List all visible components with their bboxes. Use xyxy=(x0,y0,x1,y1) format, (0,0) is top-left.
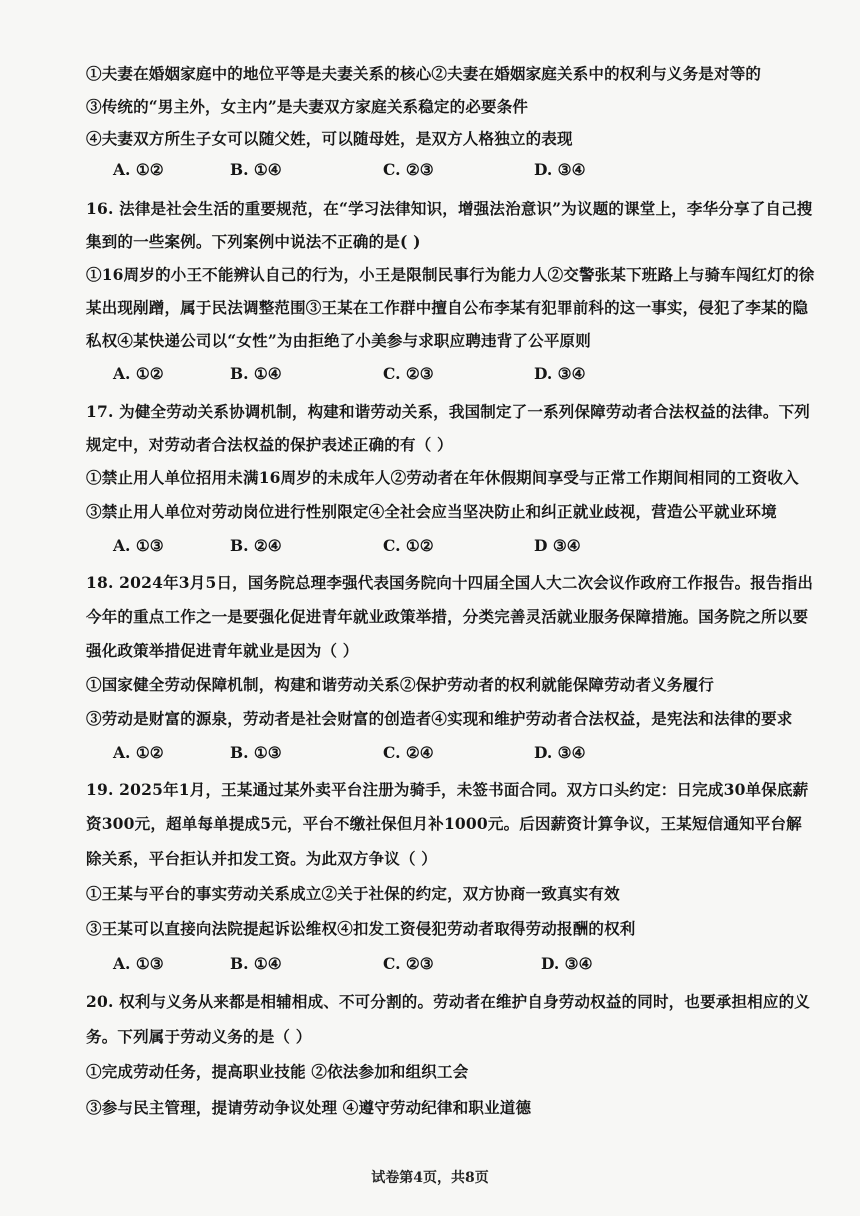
q15-option-c[interactable]: C. ②③ xyxy=(383,160,434,179)
q20-items-2: ③参与民主管理，提请劳动争议处理 ④遵守劳动纪律和职业道德 xyxy=(86,1098,532,1117)
q16-items-3: 私权④某快递公司以“女性”为由拒绝了小美参与求职应聘违背了公平原则 xyxy=(86,331,591,350)
q17-items-1: ①禁止用人单位招用未满16周岁的未成年人②劳动者在年休假期间享受与正常工作期间相同的工资收入 xyxy=(86,468,799,487)
q17-option-c[interactable]: C. ①② xyxy=(383,536,434,555)
q19-option-b[interactable]: B. ①④ xyxy=(230,954,282,973)
q15-item-4: ④夫妻双方所生子女可以随父姓，可以随母姓，是双方人格独立的表现 xyxy=(86,129,573,148)
q17-stem-2: 规定中，对劳动者合法权益的保护表述正确的有（ ） xyxy=(86,435,453,454)
q16-items-2: 某出现剐蹭，属于民法调整范围③王某在工作群中擅自公布李某有犯罪前科的这一事实，侵犯了李某的隐 xyxy=(86,298,809,317)
q19-items-1: ①王某与平台的事实劳动关系成立②关于社保的约定，双方协商一致真实有效 xyxy=(86,884,620,903)
q17-option-b[interactable]: B. ②④ xyxy=(230,536,282,555)
q20-stem-2: 务。下列属于劳动义务的是（ ） xyxy=(86,1027,312,1046)
q16-option-b[interactable]: B. ①④ xyxy=(230,364,282,383)
q17-stem-1: 17. 为健全劳动关系协调机制，构建和谐劳动关系，我国制定了一系列保障劳动者合法权益的法律。下列 xyxy=(86,402,810,421)
q18-stem-1: 18. 2024年3月5日，国务院总理李强代表国务院向十四届全国人大二次会议作政府工作报告。报告指出 xyxy=(86,573,814,592)
q16-option-d[interactable]: D. ③④ xyxy=(534,364,586,383)
q16-items-1: ①16周岁的小王不能辨认自己的行为，小王是限制民事行为能力人②交警张某下班路上与骑车闯红灯的徐 xyxy=(86,265,815,284)
q15-option-a[interactable]: A. ①② xyxy=(113,160,164,179)
q19-stem-1: 19. 2025年1月，王某通过某外卖平台注册为骑手，未签书面合同。双方口头约定：日完成30单保底薪 xyxy=(86,780,809,799)
q18-stem-3: 强化政策举措促进青年就业是因为（ ） xyxy=(86,641,359,660)
q19-option-d[interactable]: D. ③④ xyxy=(541,954,593,973)
q16-option-c[interactable]: C. ②③ xyxy=(383,364,434,383)
q18-items-2: ③劳动是财富的源泉，劳动者是社会财富的创造者④实现和维护劳动者合法权益，是宪法和法律的要求 xyxy=(86,709,793,728)
q19-stem-3: 除关系，平台拒认并扣发工资。为此双方争议（ ） xyxy=(86,849,437,868)
q20-stem-1: 20. 权利与义务从来都是相辅相成、不可分割的。劳动者在维护自身劳动权益的同时，也要承担相应的义 xyxy=(86,992,810,1011)
q17-option-d[interactable]: D ③④ xyxy=(534,536,581,555)
q15-item-3: ③传统的“男主外，女主内”是夫妻双方家庭关系稳定的必要条件 xyxy=(86,97,529,116)
q19-stem-2: 资300元，超单每单提成5元，平台不缴社保但月补1000元。后因薪资计算争议，王某短信通知平台解 xyxy=(86,814,802,833)
q18-items-1: ①国家健全劳动保障机制，构建和谐劳动关系②保护劳动者的权利就能保障劳动者义务履行 xyxy=(86,675,715,694)
q20-items-1: ①完成劳动任务，提高职业技能 ②依法参加和组织工会 xyxy=(86,1062,469,1081)
q18-option-b[interactable]: B. ①③ xyxy=(230,743,282,762)
q18-option-d[interactable]: D. ③④ xyxy=(534,743,586,762)
q16-stem-1: 16. 法律是社会生活的重要规范，在“学习法律知识，增强法治意识”为议题的课堂上，李华分享了自己搜 xyxy=(86,199,813,218)
q15-option-d[interactable]: D. ③④ xyxy=(534,160,586,179)
q19-option-c[interactable]: C. ②③ xyxy=(383,954,434,973)
q15-item-1-2: ①夫妻在婚姻家庭中的地位平等是夫妻关系的核心②夫妻在婚姻家庭关系中的权利与义务是对等的 xyxy=(86,64,762,83)
q18-option-a[interactable]: A. ①② xyxy=(113,743,164,762)
q19-items-2: ③王某可以直接向法院提起诉讼维权④扣发工资侵犯劳动者取得劳动报酬的权利 xyxy=(86,919,636,938)
q19-option-a[interactable]: A. ①③ xyxy=(113,954,164,973)
page-footer: 试卷第4页，共8页 xyxy=(371,1170,489,1186)
q16-option-a[interactable]: A. ①② xyxy=(113,364,164,383)
q17-option-a[interactable]: A. ①③ xyxy=(113,536,164,555)
q16-stem-2: 集到的一些案例。下列案例中说法不正确的是( ) xyxy=(86,232,421,251)
q15-option-b[interactable]: B. ①④ xyxy=(230,160,282,179)
q18-stem-2: 今年的重点工作之一是要强化促进青年就业政策举措，分类完善灵活就业服务保障措施。国务院之所以要 xyxy=(86,607,809,626)
q18-option-c[interactable]: C. ②④ xyxy=(383,743,434,762)
q17-items-2: ③禁止用人单位对劳动岗位进行性别限定④全社会应当坚决防止和纠正就业歧视，营造公平就业环境 xyxy=(86,502,777,521)
